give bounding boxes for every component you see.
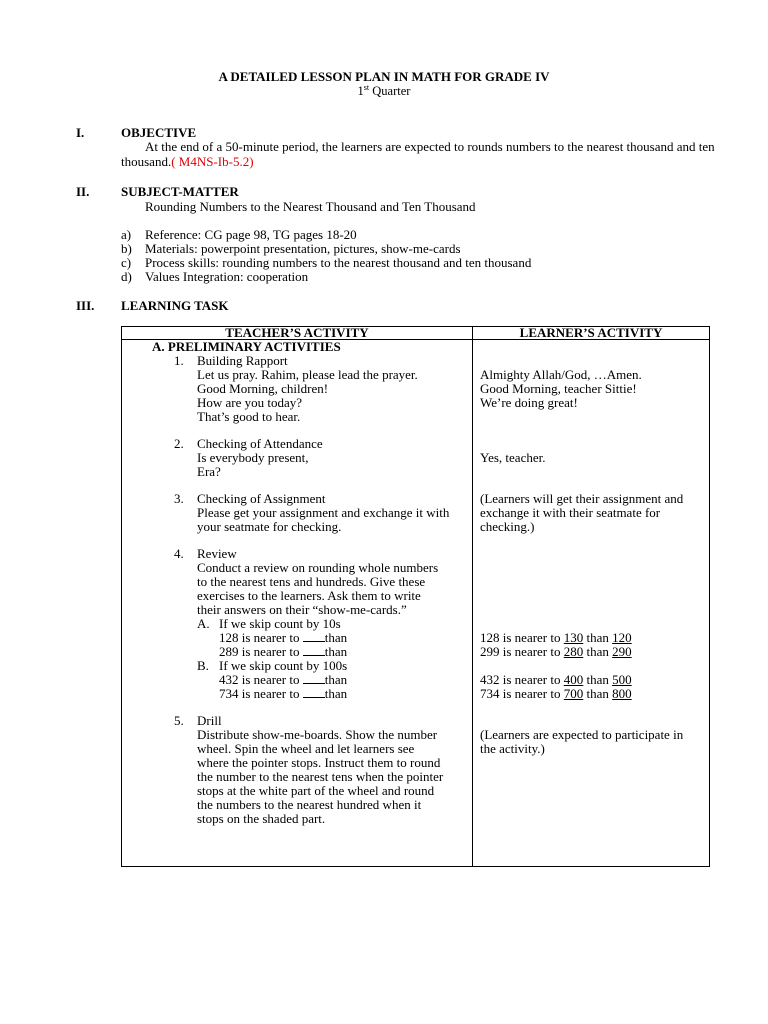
teacher-line: Is everybody present, [197, 450, 309, 465]
step-title: Building Rapport [197, 353, 288, 368]
learner-line: exchange it with their seatmate for [480, 505, 661, 520]
section-a-heading: A. PRELIMINARY ACTIVITIES [152, 339, 341, 354]
learner-line: Good Morning, teacher Sittie! [480, 381, 637, 396]
competency-code: ( M4NS-Ib-5.2) [171, 154, 254, 169]
lesson-plan-page: A DETAILED LESSON PLAN IN MATH FOR GRADE IV 1st Quarter I. OBJECTIVE At the end of a 50-minute period, the learners are expected to rounds numbers to the nearest thousand and ten thousand.( M4NS-Ib-5.2) II. SUBJECT-MATTER Rounding Numbers to the Nearest Thousand and Ten Thousand a) Reference: CG page 98, TG pages 18-20 b) Materials: powerpoint presentation, pictures, show-me-cards c) Process skills: rounding numbers to the nearest thousand and ten thousand d) Values Integration: cooperation III. LEARNING TASK TEACHER’S ACTIVITY LEARNER’S ACTIVITY A. PRELIMINARY ACTIVITIES 1. Building Rapport Let us pray. Rahim, please lead the prayer. Good Morning, children! How are you today? That’s good to hear. 2. Checking of Attendance Is everybody present, Era? 3. Checking of Assignment Please get your assignment and exchange it with your seatmate for checking. 4. Review Conduct a review on rounding whole numbers to the nearest tens and hundreds. Give these exercises to the learners. Ask them to write their answers on their “show-me-cards.” A. If we skip count by 10s 128 is nearer to than 289 is nearer to than B. If we skip count by 100s 432 is nearer to than 734 is nearer to than 5. Drill Distribute show-me-boards. Show the number wheel. Spin the wheel and let learners see where the pointer stops. Instruct them to round the number to the nearest tens when the pointer stops at the white part of the wheel and round the numbers to the nearest hundred when it stops on the shaded part. Almighty Allah/God, …Amen. Good Morning, teacher Sittie! We’re doing great! Yes, teacher. (Learners will get their assignment and exchange it with their seatmate for checking.) 128 is nearer to 130 than 120 299 is nearer to 280 than 290 432 is nearer to 400 than 500 734 is nearer to 700 than 800 (Learners are expected to participate in the activity.) [0, 0, 768, 1024]
learner-line: (Learners are expected to participate in [480, 727, 684, 742]
teacher-line: wheel. Spin the wheel and let learners see [197, 741, 415, 756]
learner-line: Almighty Allah/God, …Amen. [480, 367, 642, 382]
teacher-line: Distribute show-me-boards. Show the number [197, 727, 438, 742]
teacher-line: Good Morning, children! [197, 381, 329, 396]
teacher-line: where the pointer stops. Instruct them to round [197, 755, 441, 770]
teacher-line: the number to the nearest tens when the pointer [197, 769, 444, 784]
step-title: Review [197, 546, 237, 561]
learning-task-table [121, 326, 710, 867]
subject-topic: Rounding Numbers to the Nearest Thousand and Ten Thousand [145, 199, 476, 214]
list-item: c) Process skills: rounding numbers to the nearest thousand and ten thousand [121, 255, 532, 270]
quarter-label: 1st Quarter [357, 82, 411, 98]
learner-activity-cell [473, 340, 710, 867]
sub-title: If we skip count by 10s [219, 616, 341, 631]
step-title: Drill [197, 713, 222, 728]
learner-line: We’re doing great! [480, 395, 578, 410]
step-number: 2. [174, 436, 184, 451]
teacher-line: Conduct a review on rounding whole numbers [197, 560, 439, 575]
teacher-line: Let us pray. Rahim, please lead the prayer. [197, 367, 418, 382]
learner-line: checking.) [480, 519, 535, 534]
step-number: 1. [174, 353, 184, 368]
teacher-line: How are you today? [197, 395, 303, 410]
step-title: Checking of Assignment [197, 491, 326, 506]
learner-line: the activity.) [480, 741, 545, 756]
exercise-line: 289 is nearer to than [219, 644, 348, 659]
teacher-activity-header: TEACHER’S ACTIVITY [122, 327, 473, 340]
objective-text: At the end of a 50-minute period, the learners are expected to rounds numbers to the nearest thousand and ten thousand.( M4NS-Ib-5.2) [121, 139, 715, 169]
sub-title: If we skip count by 100s [219, 658, 348, 673]
step-number: 3. [174, 491, 184, 506]
list-item: a) Reference: CG page 98, TG pages 18-20 [121, 227, 357, 242]
learner-activity-header: LEARNER’S ACTIVITY [473, 327, 710, 340]
list-item: b) Materials: powerpoint presentation, pictures, show-me-cards [121, 241, 461, 256]
step-number: 5. [174, 713, 184, 728]
answer-line: 128 is nearer to 130 than 120 [480, 630, 632, 645]
exercise-line: 128 is nearer to than [219, 630, 348, 645]
teacher-activity-cell [122, 340, 473, 867]
teacher-line: stops on the shaded part. [197, 811, 326, 826]
teacher-line: the numbers to the nearest hundred when it [197, 797, 422, 812]
learner-line: (Learners will get their assignment and [480, 491, 684, 506]
teacher-line: their answers on their “show-me-cards.” [197, 602, 407, 617]
exercise-line: 432 is nearer to than [219, 672, 348, 687]
sub-label: B. [197, 658, 209, 673]
document-title: A DETAILED LESSON PLAN IN MATH FOR GRADE IV [218, 69, 550, 84]
teacher-line: your seatmate for checking. [197, 519, 342, 534]
teacher-line: stops at the white part of the wheel and round [197, 783, 435, 798]
step-number: 4. [174, 546, 184, 561]
list-item: d) Values Integration: cooperation [121, 269, 309, 284]
sub-label: A. [197, 616, 210, 631]
answer-line: 299 is nearer to 280 than 290 [480, 644, 632, 659]
teacher-line: exercises to the learners. Ask them to write [197, 588, 421, 603]
teacher-line: That’s good to hear. [197, 409, 301, 424]
teacher-line: Era? [197, 464, 221, 479]
answer-line: 432 is nearer to 400 than 500 [480, 672, 632, 687]
learner-line: Yes, teacher. [480, 450, 546, 465]
step-title: Checking of Attendance [197, 436, 323, 451]
teacher-line: to the nearest tens and hundreds. Give these [197, 574, 426, 589]
answer-line: 734 is nearer to 700 than 800 [480, 686, 632, 701]
teacher-line: Please get your assignment and exchange it with [197, 505, 450, 520]
exercise-line: 734 is nearer to than [219, 686, 348, 701]
